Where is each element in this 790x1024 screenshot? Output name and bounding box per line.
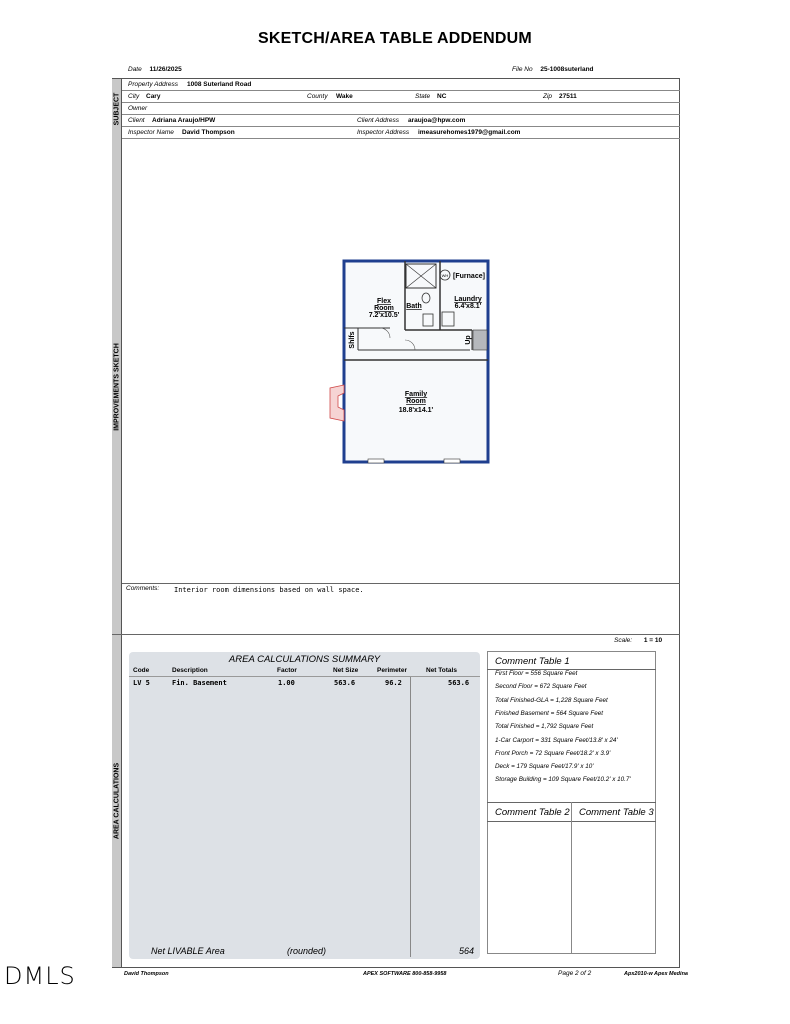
shlfs-label: Shlfs bbox=[349, 331, 356, 349]
city-value: Cary bbox=[146, 93, 161, 100]
area-sidebar bbox=[112, 634, 122, 967]
fireplace bbox=[330, 385, 344, 421]
family-room-label-2: Room bbox=[406, 398, 426, 405]
comments-divider bbox=[122, 583, 680, 584]
scale-value: 1 = 10 bbox=[643, 637, 663, 644]
flex-room-dims: 7.2'x10.5' bbox=[368, 312, 400, 319]
col-net-size: Net Size bbox=[333, 667, 359, 674]
ct1-item: 1-Car Carport = 331 Square Feet/13.8' x 24' bbox=[495, 737, 618, 744]
subject-section-label: SUBJECT bbox=[113, 92, 120, 126]
ct1-item: Finished Basement = 564 Square Feet bbox=[495, 710, 603, 717]
inspector-address-label: Inspector Address bbox=[357, 129, 410, 136]
ct1-item: First Floor = 556 Square Feet bbox=[495, 670, 578, 677]
comments-label: Comments: bbox=[126, 585, 160, 592]
col-code: Code bbox=[133, 667, 150, 674]
property-address-row bbox=[122, 79, 680, 91]
date-value: 11/26/2025 bbox=[149, 66, 182, 73]
ct1-item: Total Finished = 1,792 Square Feet bbox=[495, 723, 594, 730]
window bbox=[444, 459, 460, 463]
family-room-dims: 18.8'x14.1' bbox=[398, 407, 434, 414]
client-address-label: Client Address bbox=[357, 117, 400, 124]
area-calculations-box bbox=[129, 652, 480, 959]
flex-room-label-2: Room bbox=[374, 305, 394, 312]
calc-header-line bbox=[129, 676, 480, 677]
net-livable-value: 564 bbox=[459, 946, 475, 956]
file-no-label: File No bbox=[512, 66, 533, 73]
ct1-item: Front Porch = 72 Square Feet/18.2' x 3.9' bbox=[495, 750, 611, 757]
client-address-value: araujoa@hpw.com bbox=[408, 117, 466, 124]
ct1-item: Storage Building = 109 Square Feet/10.2' x 10.7' bbox=[495, 776, 631, 783]
area-section-label: AREA CALCULATIONS bbox=[113, 762, 120, 839]
county-label: County bbox=[307, 93, 328, 100]
scale bbox=[614, 637, 662, 644]
header-row bbox=[128, 66, 680, 78]
comments-text: Interior room dimensions based on wall space. bbox=[174, 586, 364, 594]
window bbox=[368, 459, 384, 463]
city-label: City bbox=[128, 93, 140, 100]
row-net-size: 563.6 bbox=[334, 679, 356, 687]
bath-label: Bath bbox=[406, 303, 422, 310]
ct23-divider bbox=[571, 802, 572, 954]
scale-label: Scale: bbox=[614, 637, 633, 644]
family-room-label: Family bbox=[404, 391, 428, 398]
client-row bbox=[122, 115, 680, 127]
row-net-totals: 563.6 bbox=[448, 679, 470, 687]
state-label: State bbox=[415, 93, 431, 100]
footer-center: APEX SOFTWARE 800-858-9958 bbox=[363, 971, 447, 977]
inspector-name-label: Inspector Name bbox=[128, 129, 174, 136]
flex-room-label: Flex bbox=[376, 298, 392, 305]
rounded-label: (rounded) bbox=[287, 946, 327, 956]
col-description: Description bbox=[172, 667, 208, 674]
comment-table-1-title: Comment Table 1 bbox=[495, 656, 570, 667]
row-description: Fin. Basement bbox=[172, 679, 227, 687]
calc-col-divider bbox=[410, 677, 411, 957]
dmls-logo: DMLS bbox=[4, 962, 76, 990]
area-divider bbox=[112, 634, 680, 635]
page-title: SKETCH/AREA TABLE ADDENDUM bbox=[258, 30, 532, 47]
property-address-value: 1008 Suterland Road bbox=[187, 81, 252, 88]
up-label: Up bbox=[465, 335, 472, 345]
wh-label: WH bbox=[441, 273, 449, 278]
owner-label: Owner bbox=[128, 105, 148, 112]
ct1-item: Deck = 179 Square Feet/17.9' x 10' bbox=[495, 763, 594, 770]
improvements-sidebar bbox=[112, 139, 122, 634]
laundry-label: Laundry bbox=[454, 296, 482, 303]
client-value: Adriana Araujo/HPW bbox=[152, 117, 216, 124]
subject-sidebar bbox=[112, 79, 122, 139]
footer-left: David Thompson bbox=[124, 971, 169, 977]
comment-table-3-title: Comment Table 3 bbox=[579, 807, 654, 818]
footer-page: Page 2 of 2 bbox=[558, 970, 592, 977]
improvements-section-label: IMPROVEMENTS SKETCH bbox=[113, 342, 120, 431]
row-perimeter: 96.2 bbox=[385, 679, 402, 687]
ct1-item: Second Floor = 672 Square Feet bbox=[495, 683, 587, 690]
state-value: NC bbox=[437, 93, 447, 100]
city-row bbox=[122, 91, 680, 103]
inspector-name-value: David Thompson bbox=[182, 129, 235, 136]
owner-row bbox=[122, 103, 680, 115]
property-address-label: Property Address bbox=[128, 81, 178, 88]
zip-label: Zip bbox=[543, 93, 553, 100]
client-label: Client bbox=[128, 117, 145, 124]
footer-right: Apx2010-w Apex Medina bbox=[624, 971, 688, 977]
col-perimeter: Perimeter bbox=[377, 667, 407, 674]
net-livable-label: Net LIVABLE Area bbox=[151, 946, 225, 956]
stairs bbox=[473, 330, 487, 350]
col-factor: Factor bbox=[277, 667, 297, 674]
zip-value: 27511 bbox=[559, 93, 577, 100]
outer-wall bbox=[344, 261, 488, 462]
area-calculations-title: AREA CALCULATIONS SUMMARY bbox=[228, 654, 381, 665]
col-net-totals: Net Totals bbox=[426, 667, 457, 674]
comment-table-2-title: Comment Table 2 bbox=[495, 807, 570, 818]
row-factor: 1.00 bbox=[278, 679, 295, 687]
date-label: Date bbox=[128, 66, 142, 73]
ct1-item: Total Finished-GLA = 1,228 Square Feet bbox=[495, 697, 608, 704]
file-no-value: 25-1008suterland bbox=[540, 66, 594, 73]
row-code: LV 5 bbox=[133, 679, 150, 687]
county-value: Wake bbox=[336, 93, 353, 100]
floor-plan-sketch bbox=[320, 250, 520, 470]
inspector-row bbox=[122, 127, 680, 139]
laundry-dims: 6.4'x8.1' bbox=[454, 303, 482, 310]
furnace-label: [Furnace] bbox=[453, 273, 485, 280]
inspector-address-value: imeasurehomes1979@gmail.com bbox=[418, 129, 521, 136]
